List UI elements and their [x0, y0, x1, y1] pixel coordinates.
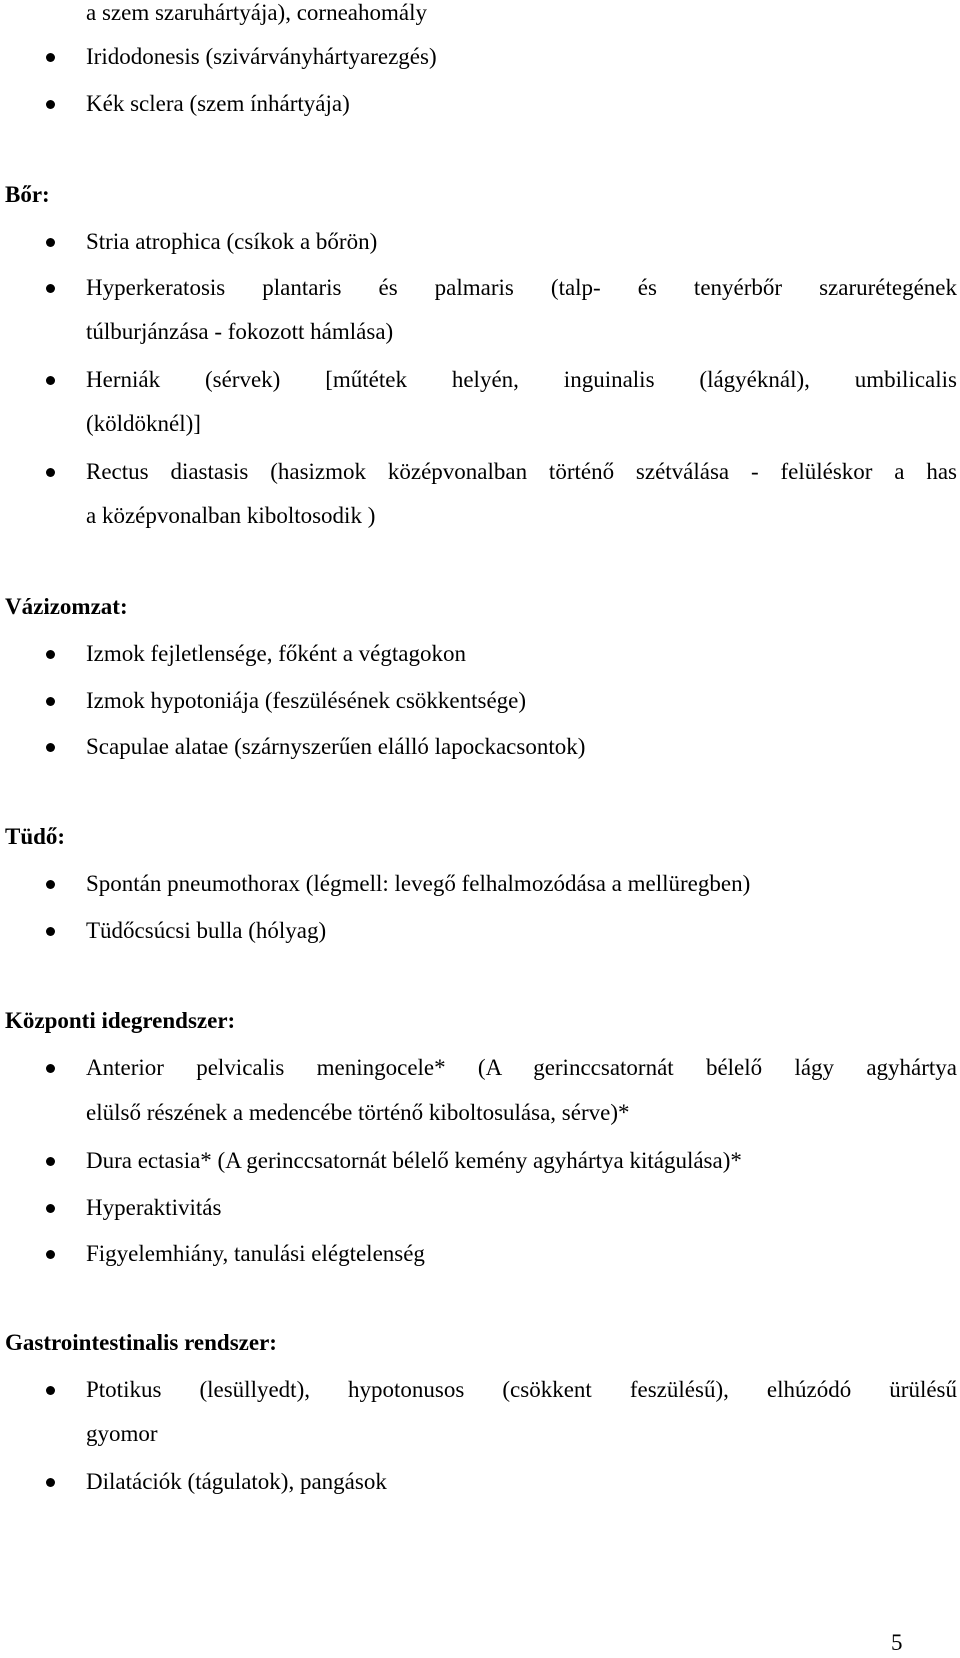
list-item-continuation: (köldöknél)]	[86, 411, 201, 436]
list-item: Hyperaktivitás	[86, 1195, 222, 1220]
list-item: Figyelemhiány, tanulási elégtelenség	[86, 1241, 425, 1266]
bullet-icon	[46, 238, 55, 247]
bullet-icon	[46, 927, 55, 936]
bullet-icon	[46, 1386, 55, 1395]
bullet-icon	[46, 468, 55, 477]
page-number: 5	[891, 1630, 903, 1655]
bullet-icon	[46, 1157, 55, 1166]
list-item: Iridodonesis (szivárványhártyarezgés)	[86, 44, 437, 69]
list-item-continuation: túlburjánzása - fokozott hámlása)	[86, 319, 394, 344]
bullet-icon	[46, 53, 55, 62]
list-item: Stria atrophica (csíkok a bőrön)	[86, 229, 378, 254]
list-item: Tüdőcsúcsi bulla (hólyag)	[86, 918, 327, 943]
list-item: Spontán pneumothorax (légmell: levegő felhalmozódása a mellüregben)	[86, 871, 751, 896]
continued-text-line: a szem szaruhártyája), corneahomály	[86, 0, 427, 25]
bullet-icon	[46, 1478, 55, 1487]
section-heading-gastrointestinalis: Gastrointestinalis rendszer:	[5, 1330, 277, 1355]
bullet-icon	[46, 880, 55, 889]
list-item: Scapulae alatae (szárnyszerűen elálló lapockacsontok)	[86, 734, 586, 759]
bullet-icon	[46, 284, 55, 293]
section-heading-bor: Bőr:	[5, 182, 50, 207]
list-item: Dura ectasia* (A gerinccsatornát bélelő kemény agyhártya kitágulása)*	[86, 1148, 742, 1173]
section-heading-kozponti-idegrendszer: Központi idegrendszer:	[5, 1008, 236, 1033]
list-item-continuation: elülső részének a medencébe történő kiboltosulása, sérve)*	[86, 1100, 630, 1125]
section-heading-tudo: Tüdő:	[5, 824, 66, 849]
bullet-icon	[46, 100, 55, 109]
list-item: Ptotikus (lesüllyedt), hypotonusos (csökkent feszülésű), elhúzódó ürülésű	[86, 1377, 957, 1402]
bullet-icon	[46, 697, 55, 706]
list-item: Herniák (sérvek) [műtétek helyén, inguinalis (lágyéknál), umbilicalis	[86, 367, 957, 392]
list-item: Anterior pelvicalis meningocele* (A gerinccsatornát bélelő lágy agyhártya	[86, 1055, 957, 1080]
bullet-icon	[46, 743, 55, 752]
list-item: Kék sclera (szem ínhártyája)	[86, 91, 350, 116]
list-item: Hyperkeratosis plantaris és palmaris (talp- és tenyérbőr szarurétegének	[86, 275, 957, 300]
list-item: Izmok fejletlensége, főként a végtagokon	[86, 641, 466, 666]
list-item-continuation: gyomor	[86, 1421, 158, 1446]
bullet-icon	[46, 1204, 55, 1213]
bullet-icon	[46, 376, 55, 385]
bullet-icon	[46, 1250, 55, 1259]
list-item: Rectus diastasis (hasizmok középvonalban történő szétválása - felüléskor a has	[86, 459, 957, 484]
bullet-icon	[46, 650, 55, 659]
list-item-continuation: a középvonalban kiboltosodik )	[86, 503, 376, 528]
section-heading-vazizomzat: Vázizomzat:	[5, 594, 128, 619]
bullet-icon	[46, 1064, 55, 1073]
list-item: Dilatációk (tágulatok), pangások	[86, 1469, 387, 1494]
list-item: Izmok hypotoniája (feszülésének csökkentsége)	[86, 688, 527, 713]
